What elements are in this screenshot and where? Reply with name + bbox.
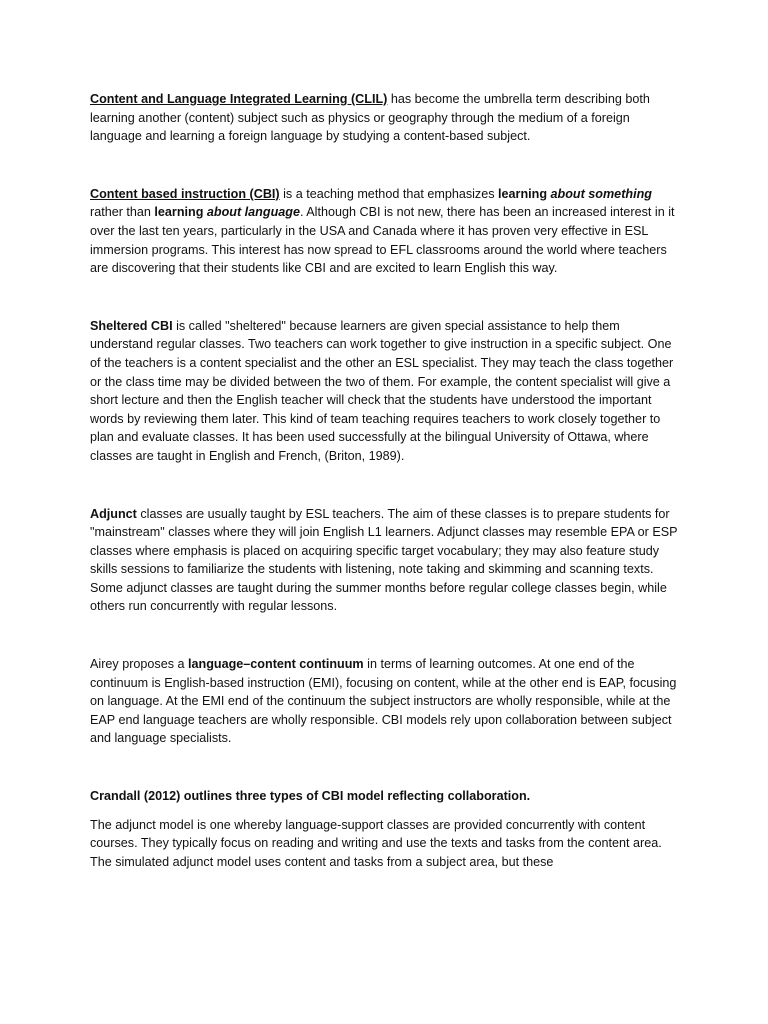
term-cbi: Content based instruction (CBI) [90, 186, 280, 201]
paragraph-adjunct-model: The adjunct model is one whereby language-support classes are provided concurrently with content courses. They typically focus on reading and writing and use the texts and tasks from the content area. The simulated adjunct model uses content and tasks from a subject area, but these [90, 817, 662, 869]
airey-pre: Airey proposes a [90, 657, 189, 672]
cbi-about-language: about language [206, 205, 300, 220]
crandall-heading: Crandall (2012) outlines three types of CBI model reflecting collaboration. [90, 789, 531, 804]
paragraph-cbi [90, 185, 678, 278]
sheltered-text: is called "sheltered" because learners are given special assistance to help them understand regular classes. Two teachers can work together to give instruction in a specific subject. One of the teachers is a content specialist and the other an ESL specialist. They may teach the class together or the class time may be divided between the two of them. For example, the content specialist will give a short lecture and then the English teacher will check that the students have understood the important words by reviewing them later. This kind of team teaching requires teachers to work closely together to plan and evaluate classes. It has been used successfully at the bilingual University of Ottawa, where classes are taught in English and French, (Briton, 1989). [90, 318, 674, 463]
cbi-learning-1: learning [498, 186, 551, 201]
paragraph-sheltered [90, 317, 678, 466]
term-sheltered: Sheltered CBI [90, 318, 173, 333]
adjunct-text: classes are usually taught by ESL teachers. The aim of these classes is to prepare students for "mainstream" classes where they will join English L1 learners. Adjunct classes may resemble EPA or ESP classes where emphasis is placed on acquiring specific target vocabulary; they may also feature study skills sessions to familiarize the students with listening, note taking and skimming and scanning texts. Some adjunct classes are taught during the summer months before regular college classes begin, while others run concurrently with regular lessons. [90, 506, 678, 614]
paragraph-clil [90, 90, 678, 146]
cbi-about-something: about something [550, 186, 652, 201]
term-continuum: language–content continuum [188, 657, 364, 672]
clil-text: has become the umbrella term describing both learning another (content) subject such as physics or geography through the medium of a foreign language and learning a foreign language by studying a content-based subject. [90, 92, 650, 144]
term-adjunct: Adjunct [90, 506, 137, 521]
airey-text: in terms of learning outcomes. At one end of the continuum is English-based instruction (EMI), focusing on content, while at the other end is EAP, focusing on language. At the EMI end of the continuum the subject instructors are wholly responsible, while at the EAP end language teachers are wholly responsible. CBI models rely upon collaboration between subject and language specialists. [90, 657, 677, 746]
cbi-text-3: . Although CBI is not new, there has been an increased interest in it over the last ten years, particularly in the USA and Canada where it has proven very effective in ESL immersion programs. This interest has now spread to EFL classrooms around the world where teachers are discovering that their students like CBI and are excited to learn English this way. [90, 205, 675, 276]
cbi-learning-2: learning [154, 205, 207, 220]
cbi-text-1: is a teaching method that emphasizes [279, 186, 499, 201]
paragraph-adjunct [90, 505, 678, 617]
term-clil: Content and Language Integrated Learning (CLIL) [90, 92, 388, 106]
paragraph-airey [90, 655, 678, 748]
document-page [90, 90, 678, 871]
cbi-text-2: rather than [90, 205, 155, 220]
